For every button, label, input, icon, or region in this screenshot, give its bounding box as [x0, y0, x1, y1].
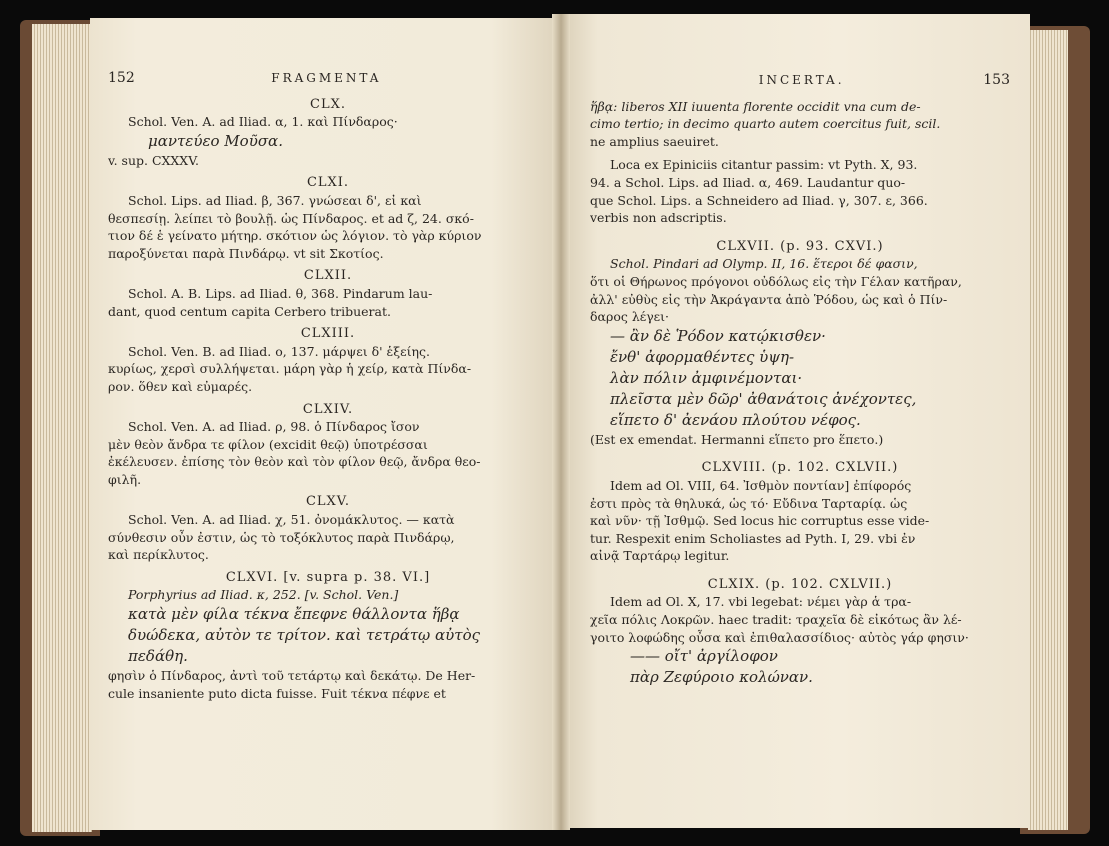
verse-line: εἵπετο δ' ἀενάου πλούτου νέφος. [610, 410, 861, 429]
verse-line: πὰρ Ζεφύροιο κολώναν. [630, 668, 813, 687]
right-page-text [590, 72, 1010, 688]
text-line: Porphyrius ad Iliad. κ, 252. [v. Schol. Ven.] [128, 587, 399, 603]
text-line: τιον δέ ἑ γείνατο μήτηρ. σκότιον ὡς λόγιον. τὸ γὰρ κύριον [108, 228, 482, 244]
verse-line: ἔνθ' ἀφορμαθέντες ὑψη- [610, 347, 795, 366]
page-edges-right [1028, 30, 1068, 830]
text-line: tur. Respexit enim Scholiastes ad Pyth. I, 29. vbi ἐν [590, 530, 916, 546]
text-line: Schol. A. B. Lips. ad Iliad. θ, 368. Pindarum lau- [128, 285, 433, 301]
text-line: σύνθεσιν οὖν ἐστιν, ὡς τὸ τοξόκλυτος παρὰ Πινδάρῳ, [108, 529, 455, 545]
section-heading: CLXV. [305, 494, 351, 510]
text-line: ὅτι οἱ Θήρωνος πρόγονοι οὐδόλως εἰς τὴν Γέλαν κατῆραν, [590, 273, 962, 289]
text-line: καὶ περίκλυτος. [108, 547, 209, 563]
right-page-header [590, 72, 1010, 90]
right-page-number: 153 [983, 72, 1010, 88]
text-line: cule insaniente puto dicta fuisse. Fuit τέκνα πέφνε et [108, 685, 446, 701]
text-line [590, 565, 1010, 571]
text-line: Schol. Pindari ad Olymp. II, 16. ἕτεροι δέ φασιν, [610, 256, 918, 272]
text-line: φιλῆ. [108, 471, 142, 487]
text-line: γοιτο λοφώδης οὖσα καὶ ἐπιθαλασσίδιος· αὐτὸς γάρ φησιν· [590, 629, 969, 645]
section-heading: CLX. [310, 96, 346, 112]
verse-line: πεδάθη. [128, 647, 188, 666]
text-line: ἀλλ' εὐθὺς εἰς τὴν Ἀκράγαντα ἀπὸ Ῥόδου, ὡς καὶ ὁ Πίν- [590, 291, 948, 307]
section-heading: CLXIX. (p. 102. CXLVII.) [707, 576, 893, 592]
text-line: δαρος λέγει· [590, 309, 670, 325]
text-line: Loca ex Epiniciis citantur passim: vt Pyth. X, 93. [610, 157, 918, 173]
page-edges-left [32, 24, 92, 832]
left-page-text [108, 70, 548, 702]
text-line: Schol. Ven. B. ad Iliad. ο, 137. μάρψει δ' ἑξείης. [128, 343, 430, 359]
text-line: ρον. ὅθεν καὶ εὐμαρές. [108, 378, 253, 394]
right-page-lines [590, 98, 1010, 689]
text-line: ἐστι πρὸς τὰ θηλυκά, ὡς τό· Εὔδινα Ταρταρίᾳ. ὡς [590, 495, 908, 511]
text-line: μὲν θεὸν ἄνδρα τε φίλον (excidit θεῷ) ὑποτρέσσαι [108, 436, 428, 452]
verse-line: δυώδεκα, αὐτὸν τε τρίτον. καὶ τετράτῳ αὐτὸς [128, 626, 481, 645]
book-gutter [552, 14, 570, 830]
text-line: Schol. Ven. A. ad Iliad. α, 1. καὶ Πίνδαρος· [128, 114, 398, 130]
left-running-head: FRAGMENTA [271, 71, 382, 85]
text-line: (Est ex emendat. Hermanni εἵπετο pro ἕπετο.) [590, 431, 884, 447]
text-line: cimo tertio; in decimo quarto autem coercitus fuit, scil. [590, 116, 941, 132]
text-line: 94. a Schol. Lips. ad Iliad. α, 469. Laudantur quo- [590, 174, 906, 190]
text-line: φησὶν ὁ Πίνδαρος, ἀντὶ τοῦ τετάρτῳ καὶ δεκάτῳ. De Her- [108, 668, 476, 684]
section-heading: CLXII. [303, 268, 353, 284]
verse-line: — ἂν δὲ Ῥόδον κατῴκισθεν· [610, 326, 826, 345]
section-heading: CLXIV. [302, 401, 354, 417]
text-line [590, 227, 1010, 233]
section-heading: CLXVI. [v. supra p. 38. VI.] [225, 569, 431, 585]
text-line: θεσπεσίῃ. λείπει τὸ βουλῇ. ὡς Πίνδαρος. et ad ζ, 24. σκό- [108, 210, 474, 226]
text-line: Schol. Ven. A. ad Iliad. χ, 51. ὀνομάκλυτος. — κατὰ [128, 512, 455, 528]
section-heading: CLXVIII. (p. 102. CXLVII.) [701, 460, 899, 476]
text-line [590, 448, 1010, 454]
text-line: Idem ad Ol. VIII, 64. Ἰσθμὸν ποντίαν] ἐπίφορός [610, 477, 912, 493]
text-line: ἥβᾳ: liberos XII iuuenta florente occidit vna cum de- [590, 98, 921, 114]
text-line: que Schol. Lips. a Schneidero ad Iliad. γ, 307. ε, 366. [590, 192, 928, 208]
text-line: αἰνᾷ Ταρτάρῳ legitur. [590, 548, 730, 564]
right-running-head: INCERTA. [758, 73, 845, 87]
section-heading: CLXIII. [300, 326, 356, 342]
text-line: ne amplius saeuiret. [590, 133, 719, 149]
text-line: Schol. Lips. ad Iliad. β, 367. γνώσεαι δ', εἰ καὶ [128, 192, 422, 208]
text-line: v. sup. CXXXV. [108, 152, 200, 168]
text-line: dant, quod centum capita Cerbero tribuerat. [108, 303, 391, 319]
verse-line: κατὰ μὲν φίλα τέκνα ἔπεφνε θάλλοντα ἥβᾳ [128, 605, 460, 624]
verse-line: πλεῖστα μὲν δῶρ' ἀθανάτοις ἀνέχοντες, [610, 389, 917, 408]
section-heading: CLXI. [306, 175, 350, 191]
text-line: Schol. Ven. A. ad Iliad. ρ, 98. ὁ Πίνδαρος ἴσον [128, 419, 420, 435]
text-line: παροξύνεται παρὰ Πινδάρῳ. vt sit Σκοτίος. [108, 245, 384, 261]
verse-line: μαντεύεο Μοῦσα. [148, 131, 283, 150]
verse-line: —— οἴτ' ἀργίλοφον [630, 647, 778, 666]
left-page-lines [108, 96, 548, 703]
text-line: χεῖα πόλις Λοκρῶν. haec tradit: τραχεῖα δὲ εἰκότως ἂν λέ- [590, 612, 962, 628]
left-page-number: 152 [108, 70, 135, 86]
left-page-header [108, 70, 548, 88]
verse-line: λὰν πόλιν ἀμφινέμονται· [610, 368, 803, 387]
section-heading: CLXVII. (p. 93. CXVI.) [716, 238, 884, 254]
text-line: ἐκέλευσεν. ἐπίσης τὸν θεὸν καὶ τὸν φίλον θεῷ, ἄνδρα θεο- [108, 454, 481, 470]
text-line: κυρίως, χερσὶ συλλήψεται. μάρη γὰρ ἡ χείρ, κατὰ Πίνδα- [108, 361, 472, 377]
text-line: καὶ νῦν· τῇ Ἰσθμῷ. Sed locus hic corruptus esse vide- [590, 513, 930, 529]
text-line: Idem ad Ol. X, 17. vbi legebat: νέμει γὰρ ἁ τρα- [610, 594, 912, 610]
text-line: verbis non adscriptis. [590, 210, 727, 226]
